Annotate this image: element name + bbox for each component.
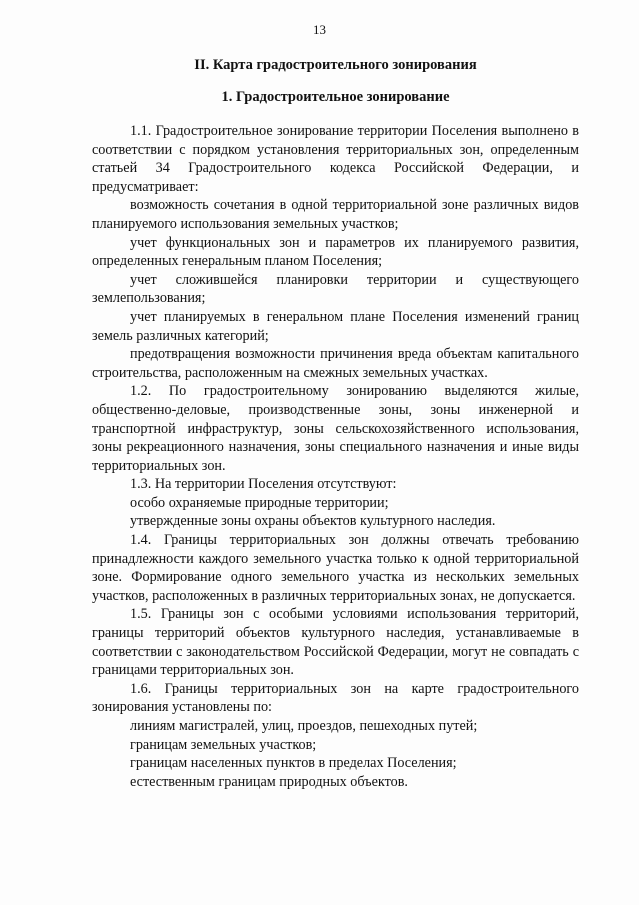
section-title: II. Карта градостроительного зонирования	[194, 57, 477, 73]
list-item: границам населенных пунктов в пределах Поселения;	[130, 755, 457, 772]
subsection-title: 1. Градостроительное зонирование	[221, 89, 450, 105]
list-item: особо охраняемые природные территории;	[130, 494, 389, 511]
list-item: естественным границам природных объектов.	[130, 773, 408, 790]
paragraph-1-2: 1.2. По градостроительному зонированию выделяются жилые, общественно-деловые, производственные зоны, зоны инженерной и транспортной инфраструктур, зоны сельскохозяйственного использования, зоны рекреационного назначения, зоны специального назначения и иные виды территориальных зон.	[92, 383, 579, 474]
list-item: линиям магистралей, улиц, проездов, пешеходных путей;	[130, 718, 478, 734]
paragraph-1-1: 1.1. Градостроительное зонирование территории Поселения выполнено в соответствии с порядком установления территориальных зон, определенным статьей 34 Градостроительного кодекса Российской Федерации, и предусматривает:	[92, 123, 579, 195]
list-item: учет планируемых в генеральном плане Поселения изменений границ земель различных категорий;	[92, 308, 579, 344]
list-item: границам земельных участков;	[130, 736, 317, 753]
page-number: 13	[313, 22, 326, 37]
paragraph-1-5: 1.5. Границы зон с особыми условиями использования территорий, границы территорий объектов культурного наследия, устанавливаемые в соответствии с законодательством Российской Федерации, могут не совпадать с границами территориальных зон.	[92, 606, 579, 679]
document-body	[92, 56, 579, 791]
paragraph-1-3: 1.3. На территории Поселения отсутствуют:	[130, 476, 397, 493]
paragraph-1-4: 1.4. Границы территориальных зон должны отвечать требованию принадлежности каждого земельного участка только к одной территориальной зоне. Формирование одного земельного участка из нескольких земельных участков, расположенных в различных территориальных зонах, не допускается.	[92, 532, 579, 604]
paragraph-1-6: 1.6. Границы территориальных зон на карте градостроительного зонирования установлены по:	[92, 680, 579, 716]
list-item: возможность сочетания в одной территориальной зоне различных видов планируемого использования земельных участков;	[92, 197, 579, 232]
list-item: утвержденные зоны охраны объектов культурного наследия.	[130, 513, 496, 530]
list-item: учет функциональных зон и параметров их планируемого развития, определенных генеральным планом Поселения;	[92, 234, 579, 270]
list-item: учет сложившейся планировки территории и существующего землепользования;	[92, 271, 579, 307]
list-item: предотвращения возможности причинения вреда объектам капитального строительства, расположенным на смежных земельных участках.	[92, 346, 579, 381]
